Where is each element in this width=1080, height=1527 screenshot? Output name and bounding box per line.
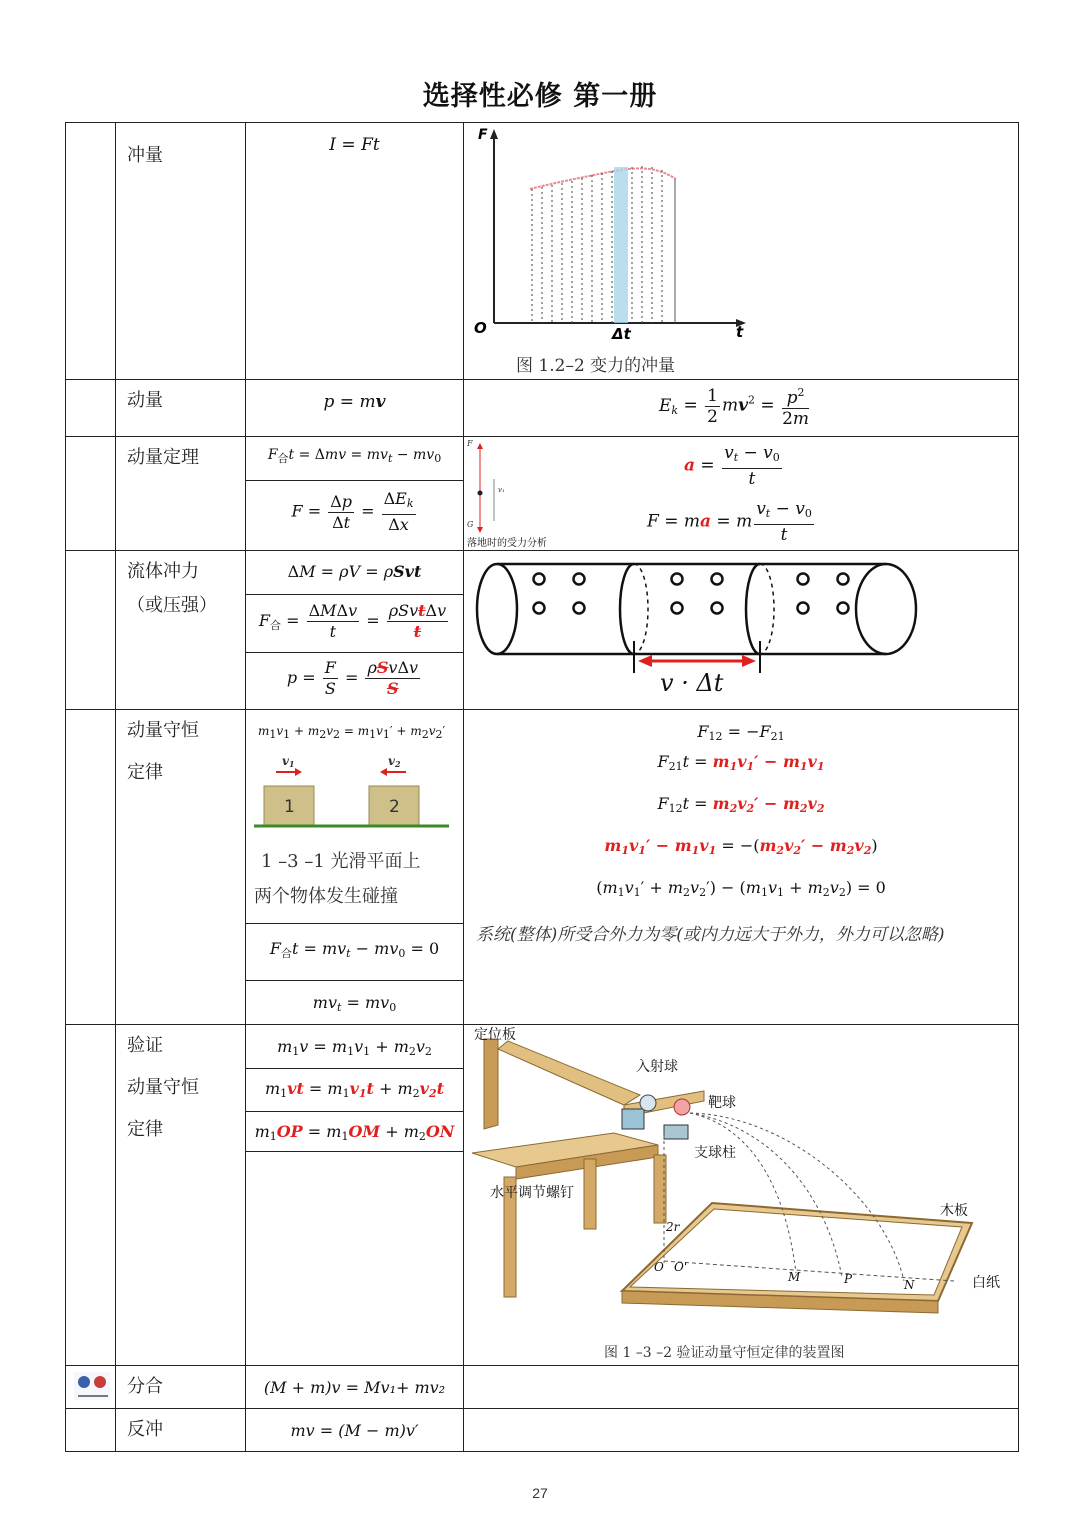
row-conservation xyxy=(66,710,1019,1025)
conservation-formula-2: $F_合t = mv_t - mv_0 = 0$ xyxy=(246,923,463,980)
row-momentum xyxy=(66,380,1019,437)
svg-text:v2: v2 xyxy=(388,754,401,769)
row-split xyxy=(66,1366,1019,1409)
label-support-post: 支球柱 xyxy=(694,1145,736,1161)
block-1-label: 1 xyxy=(284,797,295,817)
momentum-formula: p = mv xyxy=(323,392,386,412)
page-title: 选择性必修 第一册 xyxy=(422,81,658,112)
row-name-verify-2: 动量守恒 xyxy=(127,1077,199,1098)
combined-formula: $m_1v_1' - m_1v_1 = -(m_2v_2' - m_2v_2)$ xyxy=(604,836,878,857)
collision-caption-1: 1 –3 –1 光滑平面上 xyxy=(261,851,421,872)
kinetic-energy-formula: $E_k$ = $\frac{1}{2}$ $mv^2$ = $\frac{p^2}{2m}$ xyxy=(464,380,1018,429)
verify-formula-2: $m_1vt = m_1v_1t + m_2v_2t$ xyxy=(246,1068,463,1111)
label-v1: v₁ xyxy=(498,486,505,494)
fluid-tube-figure xyxy=(464,551,1019,709)
label-g: G xyxy=(467,520,474,529)
impulse-formula: I = Ft xyxy=(329,135,380,155)
svg-text:v1: v1 xyxy=(282,754,295,769)
icon-cell xyxy=(66,380,116,437)
row-verify xyxy=(66,1025,1019,1366)
verify-formula-1: $m_1v = m_1v_1 + m_2v_2$ xyxy=(277,1037,432,1058)
fluid-formula-2: $F_合$ = $\frac{\text{ΔMΔv}}{t}$ = $\frac{\text{ρSvtΔv}}{t}$ xyxy=(246,594,463,652)
label-o: O xyxy=(654,1260,664,1274)
conservation-formula-small: m1v1 + m2v2 = m1v1′ + m2v2′ xyxy=(258,724,446,741)
impulse-2-formula: $F_{12}t = m_2v_2' - m_2v_2$ xyxy=(657,794,825,815)
collision-figure xyxy=(254,750,454,830)
row-fluid xyxy=(66,551,1019,710)
icon-cell xyxy=(66,123,116,380)
axis-label-dt: Δt xyxy=(612,325,631,343)
acceleration-formula: a = $\frac{v_t - v_0}{t}$ xyxy=(684,443,780,489)
label-level-screw: 水平调节螺钉 xyxy=(490,1185,574,1201)
verification-figure-caption: 图 1 –3 –2 验证动量守恒定律的装置图 xyxy=(604,1345,845,1361)
label-board: 木板 xyxy=(940,1203,968,1219)
row-name-fluid-sub: （或压强） xyxy=(127,595,217,616)
label-white-paper: 白纸 xyxy=(972,1275,1000,1291)
label-p: P xyxy=(844,1272,853,1286)
theorem-formula-2: F = $\frac{\Delta p}{\Delta t}$ = $\frac{\Delta E_k}{\Delta x}$ xyxy=(246,480,463,550)
fluid-formula-1: ΔM = ρV = ρSvt xyxy=(287,562,422,581)
row-name-recoil: 反冲 xyxy=(127,1419,163,1440)
axis-label-t: t xyxy=(736,323,744,341)
label-f: F xyxy=(467,439,473,448)
newton-third-formula: $F_{12} = -F_{21}$ xyxy=(697,722,785,743)
icon-cell xyxy=(66,1366,116,1409)
impulse-figure-caption: 图 1.2–2 变力的冲量 xyxy=(516,356,676,376)
row-name-conservation-sub: 定律 xyxy=(127,762,163,783)
formula-table xyxy=(65,122,1019,1452)
impulse-chart xyxy=(464,123,1019,379)
block-2-label: 2 xyxy=(389,797,400,817)
row-name-verify: 验证 xyxy=(127,1035,163,1056)
force-analysis-caption: 落地时的受力分析 xyxy=(467,538,547,549)
total-formula: $(m_1v_1' + m_2v_2') - (m_1v_1 + m_2v_2) = 0$ xyxy=(596,878,886,899)
axis-label-f: F xyxy=(478,127,488,143)
avatar xyxy=(74,1372,114,1402)
axis-label-o: O xyxy=(474,319,487,337)
fluid-formula-3: p = $\frac{F}{S}$ = $\frac{\text{ρSvΔv}}{S}$ xyxy=(246,652,463,709)
label-incident-ball: 入射球 xyxy=(636,1059,678,1075)
icon-cell xyxy=(66,1409,116,1452)
row-impulse xyxy=(66,123,1019,380)
icon-cell xyxy=(66,437,116,551)
newton-formula: F = ma = m $\frac{v_t - v_0}{t}$ xyxy=(647,499,812,545)
label-2r: 2r xyxy=(666,1220,680,1234)
force-analysis-figure xyxy=(464,437,554,549)
label-o-prime: O' xyxy=(674,1260,688,1274)
label-target-ball: 靶球 xyxy=(708,1095,736,1111)
row-theorem xyxy=(66,437,1019,551)
row-name-impulse: 冲量 xyxy=(127,145,163,166)
conservation-condition-note: 系统(整体)所受合外力为零(或内力远大于外力，外力可以忽略) xyxy=(476,925,945,945)
impulse-1-formula: $F_{21}t = m_1v_1' - m_1v_1$ xyxy=(657,752,825,773)
icon-cell xyxy=(66,551,116,710)
row-name-verify-3: 定律 xyxy=(127,1119,163,1140)
row-name-fluid: 流体冲力 xyxy=(127,561,199,582)
label-positioner: 定位板 xyxy=(474,1027,516,1043)
conservation-formula-3: $mv_t = mv_0$ xyxy=(246,980,463,1024)
page-number: 27 xyxy=(532,1485,548,1501)
row-name-conservation: 动量守恒 xyxy=(127,720,199,741)
collision-cell xyxy=(246,710,463,923)
row-name-split: 分合 xyxy=(127,1376,163,1397)
recoil-formula: mv = (M − m)v′ xyxy=(290,1421,419,1440)
label-n: N xyxy=(904,1278,915,1292)
v-dt-label: v · Δt xyxy=(660,669,724,697)
theorem-formula-1: $F_合t = \Delta mv = mv_t - mv_0$ xyxy=(267,447,442,465)
label-m: M xyxy=(788,1270,801,1284)
verification-apparatus-figure xyxy=(464,1025,1019,1365)
row-name-momentum: 动量 xyxy=(127,390,163,411)
row-recoil xyxy=(66,1409,1019,1452)
verify-formula-3: $m_1OP = m_1OM + m_2ON$ xyxy=(246,1111,463,1151)
icon-cell xyxy=(66,710,116,1025)
row-name-theorem: 动量定理 xyxy=(127,447,199,468)
icon-cell xyxy=(66,1025,116,1366)
collision-caption-2: 两个物体发生碰撞 xyxy=(254,886,398,907)
split-formula: (M + m)v = Mv₁+ mv₂ xyxy=(263,1378,446,1397)
